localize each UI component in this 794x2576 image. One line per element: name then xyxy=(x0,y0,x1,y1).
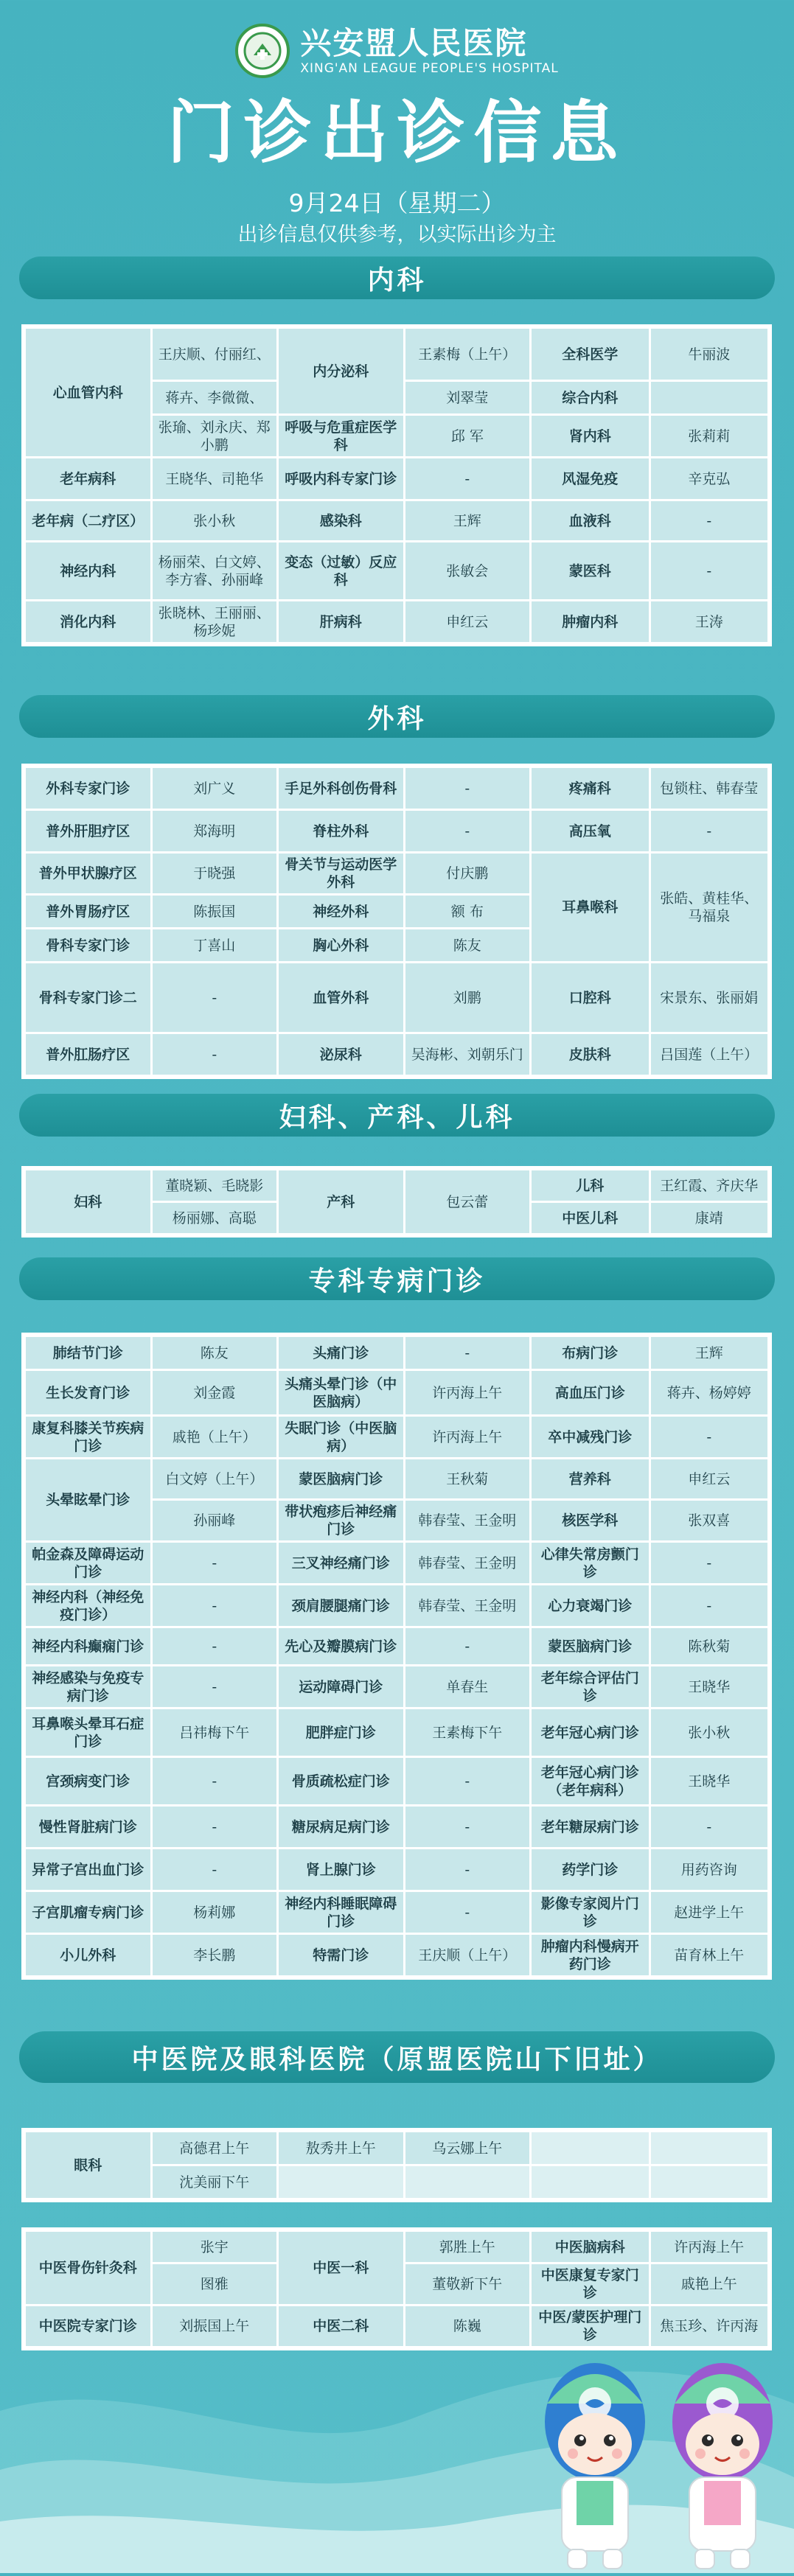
table-cell: 李长鹏 xyxy=(151,1934,278,1977)
table-cell: 子宫肌瘤专病门诊 xyxy=(25,1891,152,1934)
table-cell: 陈友 xyxy=(404,929,531,963)
table-cell: 丁喜山 xyxy=(151,929,278,963)
table-cell: - xyxy=(404,1627,531,1666)
table-cell: 王晓华 xyxy=(650,1666,769,1708)
schedule-date: 9月24日（星期二） xyxy=(288,189,506,217)
table-cell: 张瑜、刘永庆、郑小鹏 xyxy=(151,415,278,458)
table-cell: 包云蕾 xyxy=(404,1170,531,1235)
table-cell: - xyxy=(404,1891,531,1934)
table-cell: 用药咨询 xyxy=(650,1849,769,1891)
table-cell xyxy=(650,2165,769,2199)
hospital-logo-icon xyxy=(235,24,290,78)
hospital-brand xyxy=(0,24,794,78)
table-cell: 肺结节门诊 xyxy=(25,1336,152,1370)
yanke-table xyxy=(21,2128,772,2202)
table-cell: 神经感染与免疫专病门诊 xyxy=(25,1666,152,1708)
table-cell: 儿科 xyxy=(531,1170,650,1202)
table-cell: 骨关节与运动医学外科 xyxy=(278,853,405,895)
table-cell: - xyxy=(151,1806,278,1849)
table-cell: 中医康复专家门诊 xyxy=(531,2263,650,2306)
table-cell: 外科专家门诊 xyxy=(25,767,152,810)
table-cell: - xyxy=(151,1666,278,1708)
table-cell xyxy=(650,2132,769,2165)
table-cell: 头晕眩晕门诊 xyxy=(25,1459,152,1542)
table-cell: 牛丽波 xyxy=(650,328,769,381)
table-cell: 戚艳上午 xyxy=(650,2263,769,2306)
table-cell: - xyxy=(404,810,531,853)
table-cell xyxy=(531,2132,650,2165)
table-cell: 张双喜 xyxy=(650,1500,769,1542)
table-cell: 陈巍 xyxy=(404,2306,531,2348)
table-cell: 付庆鹏 xyxy=(404,853,531,895)
mascot-icon xyxy=(660,2352,785,2573)
table-cell: - xyxy=(650,1585,769,1627)
table-cell: 神经内科（神经免疫门诊） xyxy=(25,1585,152,1627)
table-cell: 吕祎梅下午 xyxy=(151,1708,278,1757)
table-cell: - xyxy=(650,1806,769,1849)
table-cell: 泌尿科 xyxy=(278,1033,405,1076)
section-title-fuke: 妇科、产科、儿科 xyxy=(19,1094,775,1137)
table-cell: 核医学科 xyxy=(531,1500,650,1542)
table-cell: 高血压门诊 xyxy=(531,1370,650,1416)
table-cell: 异常子宫出血门诊 xyxy=(25,1849,152,1891)
fuke-table xyxy=(21,1166,772,1238)
table-cell: 老年冠心病门诊 xyxy=(531,1708,650,1757)
table-cell: 沈美丽下午 xyxy=(151,2165,278,2199)
table-cell: 王素梅下午 xyxy=(404,1708,531,1757)
table-cell: - xyxy=(650,810,769,853)
table-cell: 内分泌科 xyxy=(278,328,405,415)
table-cell: 老年病科 xyxy=(25,458,152,500)
table-cell: 王庆顺（上午） xyxy=(404,1934,531,1977)
table-cell: 中医一科 xyxy=(278,2231,405,2306)
table-cell: 产科 xyxy=(278,1170,405,1235)
table-cell: 口腔科 xyxy=(531,963,650,1033)
table-cell: 糖尿病足病门诊 xyxy=(278,1806,405,1849)
mascot-icon xyxy=(532,2352,658,2573)
table-cell: 许丙海上午 xyxy=(404,1416,531,1459)
table-cell: 老年冠心病门诊（老年病科） xyxy=(531,1757,650,1806)
table-cell: 运动障碍门诊 xyxy=(278,1666,405,1708)
table-cell xyxy=(531,2165,650,2199)
table-cell: 先心及瓣膜病门诊 xyxy=(278,1627,405,1666)
table-cell: 小儿外科 xyxy=(25,1934,152,1977)
table-cell: - xyxy=(151,1849,278,1891)
table-cell: - xyxy=(650,1416,769,1459)
table-cell: 老年糖尿病门诊 xyxy=(531,1806,650,1849)
waike-table xyxy=(21,764,772,1079)
table-cell: 陈友 xyxy=(151,1336,278,1370)
table-cell: 感染科 xyxy=(278,500,405,542)
table-cell: 于晓强 xyxy=(151,853,278,895)
table-cell: 心血管内科 xyxy=(25,328,152,458)
table-cell: 张皓、黄桂华、马福泉 xyxy=(650,853,769,963)
table-cell: 中医/蒙医护理门诊 xyxy=(531,2306,650,2348)
table-cell: 胸心外科 xyxy=(278,929,405,963)
table-cell: 孙丽峰 xyxy=(151,1500,278,1542)
table-cell: 老年病（二疗区） xyxy=(25,500,152,542)
page-header xyxy=(0,0,794,248)
table-cell: 包锁柱、韩春莹 xyxy=(650,767,769,810)
table-cell: 蒙医脑病门诊 xyxy=(531,1627,650,1666)
table-cell: 布病门诊 xyxy=(531,1336,650,1370)
table-cell xyxy=(404,2165,531,2199)
table-cell: 神经内科睡眠障碍门诊 xyxy=(278,1891,405,1934)
table-cell: 普外肛肠疗区 xyxy=(25,1033,152,1076)
table-cell: 呼吸内科专家门诊 xyxy=(278,458,405,500)
table-cell xyxy=(650,381,769,415)
table-cell: 骨科专家门诊 xyxy=(25,929,152,963)
table-cell: - xyxy=(151,1542,278,1585)
section-title-zhuanke: 专科专病门诊 xyxy=(19,1257,775,1300)
table-cell: 董晓颖、毛晓影 xyxy=(151,1170,278,1202)
table-cell: - xyxy=(650,542,769,601)
table-cell: 戚艳（上午） xyxy=(151,1416,278,1459)
table-cell: 头痛门诊 xyxy=(278,1336,405,1370)
table-cell: 特需门诊 xyxy=(278,1934,405,1977)
table-cell: 王素梅（上午） xyxy=(404,328,531,381)
table-cell: - xyxy=(404,767,531,810)
table-cell: 杨丽荣、白文婷、李方睿、孙丽峰 xyxy=(151,542,278,601)
table-cell: - xyxy=(151,963,278,1033)
table-cell xyxy=(278,2165,405,2199)
table-cell: 血液科 xyxy=(531,500,650,542)
page-title: 门诊出诊信息 xyxy=(167,94,627,172)
table-cell: 韩春莹、王金明 xyxy=(404,1542,531,1585)
table-cell: 普外甲状腺疗区 xyxy=(25,853,152,895)
table-cell: 带状疱疹后神经痛门诊 xyxy=(278,1500,405,1542)
table-cell: 王晓华、司艳华 xyxy=(151,458,278,500)
table-cell: 王辉 xyxy=(650,1336,769,1370)
table-cell: 申红云 xyxy=(650,1459,769,1500)
table-cell: 药学门诊 xyxy=(531,1849,650,1891)
table-cell: - xyxy=(404,458,531,500)
table-cell: 慢性肾脏病门诊 xyxy=(25,1806,152,1849)
table-cell: 蒋卉、李微微、 xyxy=(151,381,278,415)
section-title-zhongyi: 中医院及眼科医院（原盟医院山下旧址） xyxy=(19,2031,775,2083)
table-cell: 焦玉珍、许丙海 xyxy=(650,2306,769,2348)
table-cell: - xyxy=(650,500,769,542)
table-cell: 张晓林、王丽丽、杨珍妮 xyxy=(151,601,278,643)
table-cell: 全科医学 xyxy=(531,328,650,381)
section-title-neike: 内科 xyxy=(19,256,775,299)
table-cell: 骨科专家门诊二 xyxy=(25,963,152,1033)
table-cell: 肾上腺门诊 xyxy=(278,1849,405,1891)
table-cell: 卒中减残门诊 xyxy=(531,1416,650,1459)
table-cell: 韩春莹、王金明 xyxy=(404,1500,531,1542)
table-cell: 中医二科 xyxy=(278,2306,405,2348)
table-cell: 张小秋 xyxy=(151,500,278,542)
hospital-name-cn: 兴安盟人民医院 xyxy=(300,25,528,61)
table-cell: - xyxy=(404,1849,531,1891)
table-cell: 刘广义 xyxy=(151,767,278,810)
table-cell: 邱 军 xyxy=(404,415,531,458)
table-cell: 吕国莲（上午） xyxy=(650,1033,769,1076)
zhuanke-table xyxy=(21,1333,772,1980)
table-cell: 普外胃肠疗区 xyxy=(25,895,152,929)
table-cell: - xyxy=(151,1585,278,1627)
table-cell: 心律失常房颤门诊 xyxy=(531,1542,650,1585)
section-title-waike: 外科 xyxy=(19,695,775,738)
table-cell: 血管外科 xyxy=(278,963,405,1033)
table-cell: 杨丽娜、高聪 xyxy=(151,1202,278,1235)
table-cell: 康靖 xyxy=(650,1202,769,1235)
table-cell: 老年综合评估门诊 xyxy=(531,1666,650,1708)
table-cell: 高压氧 xyxy=(531,810,650,853)
table-cell: 刘翠莹 xyxy=(404,381,531,415)
table-cell: 刘金霞 xyxy=(151,1370,278,1416)
table-cell: 许丙海上午 xyxy=(404,1370,531,1416)
table-cell: 消化内科 xyxy=(25,601,152,643)
table-cell: - xyxy=(151,1033,278,1076)
table-cell: 肿瘤内科慢病开药门诊 xyxy=(531,1934,650,1977)
table-cell: 宋景东、张丽娟 xyxy=(650,963,769,1033)
table-cell: - xyxy=(151,1757,278,1806)
table-cell: 帕金森及障碍运动门诊 xyxy=(25,1542,152,1585)
table-cell: 陈振国 xyxy=(151,895,278,929)
table-cell: 杨莉娜 xyxy=(151,1891,278,1934)
table-cell: 刘振国上午 xyxy=(151,2306,278,2348)
table-cell: 失眠门诊（中医脑病） xyxy=(278,1416,405,1459)
table-cell: 董敬新下午 xyxy=(404,2263,531,2306)
table-cell: 张敏会 xyxy=(404,542,531,601)
table-cell: 刘鹏 xyxy=(404,963,531,1033)
table-cell: 敖秀井上午 xyxy=(278,2132,405,2165)
table-cell: 王红霞、齐庆华 xyxy=(650,1170,769,1202)
table-cell: 肿瘤内科 xyxy=(531,601,650,643)
table-cell: 蒙医脑病门诊 xyxy=(278,1459,405,1500)
table-cell: 图雅 xyxy=(151,2263,278,2306)
neike-table xyxy=(21,324,772,646)
table-cell: 吴海彬、刘朝乐门 xyxy=(404,1033,531,1076)
table-cell: 脊柱外科 xyxy=(278,810,405,853)
table-cell: 神经内科癫痫门诊 xyxy=(25,1627,152,1666)
table-cell: 王庆顺、付丽红、 xyxy=(151,328,278,381)
table-cell: 变态（过敏）反应科 xyxy=(278,542,405,601)
table-cell: 蒙医科 xyxy=(531,542,650,601)
table-cell: 王秋菊 xyxy=(404,1459,531,1500)
table-cell: 韩春莹、王金明 xyxy=(404,1585,531,1627)
table-cell: 中医脑病科 xyxy=(531,2231,650,2263)
table-cell: 陈秋菊 xyxy=(650,1627,769,1666)
table-cell: 手足外科创伤骨科 xyxy=(278,767,405,810)
table-cell: - xyxy=(404,1806,531,1849)
table-cell: 宫颈病变门诊 xyxy=(25,1757,152,1806)
table-cell: 单春生 xyxy=(404,1666,531,1708)
table-cell: 中医院专家门诊 xyxy=(25,2306,152,2348)
table-cell: 骨质疏松症门诊 xyxy=(278,1757,405,1806)
table-cell: 赵进学上午 xyxy=(650,1891,769,1934)
table-cell: 王晓华 xyxy=(650,1757,769,1806)
table-cell: - xyxy=(404,1336,531,1370)
table-cell: 风湿免疫 xyxy=(531,458,650,500)
table-cell: 许丙海上午 xyxy=(650,2231,769,2263)
table-cell: 呼吸与危重症医学科 xyxy=(278,415,405,458)
table-cell: 辛克弘 xyxy=(650,458,769,500)
table-cell: 颈肩腰腿痛门诊 xyxy=(278,1585,405,1627)
table-cell: - xyxy=(151,1627,278,1666)
table-cell: 综合内科 xyxy=(531,381,650,415)
table-cell: 心力衰竭门诊 xyxy=(531,1585,650,1627)
table-cell: 疼痛科 xyxy=(531,767,650,810)
schedule-note: 出诊信息仅供参考，以实际出诊为主 xyxy=(237,223,557,246)
table-cell: 中医骨伤针灸科 xyxy=(25,2231,152,2306)
table-cell: 眼科 xyxy=(25,2132,152,2199)
table-cell: 头痛头晕门诊（中医脑病） xyxy=(278,1370,405,1416)
table-cell: 康复科膝关节疾病门诊 xyxy=(25,1416,152,1459)
table-cell: 神经外科 xyxy=(278,895,405,929)
table-cell: 张小秋 xyxy=(650,1708,769,1757)
table-cell: 蒋卉、杨婷婷 xyxy=(650,1370,769,1416)
table-cell: 王辉 xyxy=(404,500,531,542)
table-cell: 皮肤科 xyxy=(531,1033,650,1076)
table-cell: 肝病科 xyxy=(278,601,405,643)
hospital-name-en: XING'AN LEAGUE PEOPLE'S HOSPITAL xyxy=(300,61,559,76)
table-cell: 肥胖症门诊 xyxy=(278,1708,405,1757)
table-cell: 普外肝胆疗区 xyxy=(25,810,152,853)
table-cell: 影像专家阅片门诊 xyxy=(531,1891,650,1934)
table-cell: 妇科 xyxy=(25,1170,152,1235)
table-cell: - xyxy=(650,1542,769,1585)
table-cell: 张宇 xyxy=(151,2231,278,2263)
table-cell: - xyxy=(404,1757,531,1806)
table-cell: 三叉神经痛门诊 xyxy=(278,1542,405,1585)
table-cell: 肾内科 xyxy=(531,415,650,458)
table-cell: 耳鼻喉头晕耳石症门诊 xyxy=(25,1708,152,1757)
table-cell: 乌云娜上午 xyxy=(404,2132,531,2165)
table-cell: 额 布 xyxy=(404,895,531,929)
table-cell: 郑海明 xyxy=(151,810,278,853)
table-cell: 高德君上午 xyxy=(151,2132,278,2165)
table-cell: 中医儿科 xyxy=(531,1202,650,1235)
table-cell: 苗育林上午 xyxy=(650,1934,769,1977)
table-cell: 郭胜上午 xyxy=(404,2231,531,2263)
table-cell: 王涛 xyxy=(650,601,769,643)
table-cell: 生长发育门诊 xyxy=(25,1370,152,1416)
table-cell: 耳鼻喉科 xyxy=(531,853,650,963)
table-cell: 营养科 xyxy=(531,1459,650,1500)
table-cell: 白文婷（上午） xyxy=(151,1459,278,1500)
table-cell: 张莉莉 xyxy=(650,415,769,458)
table-cell: 神经内科 xyxy=(25,542,152,601)
table-cell: 申红云 xyxy=(404,601,531,643)
